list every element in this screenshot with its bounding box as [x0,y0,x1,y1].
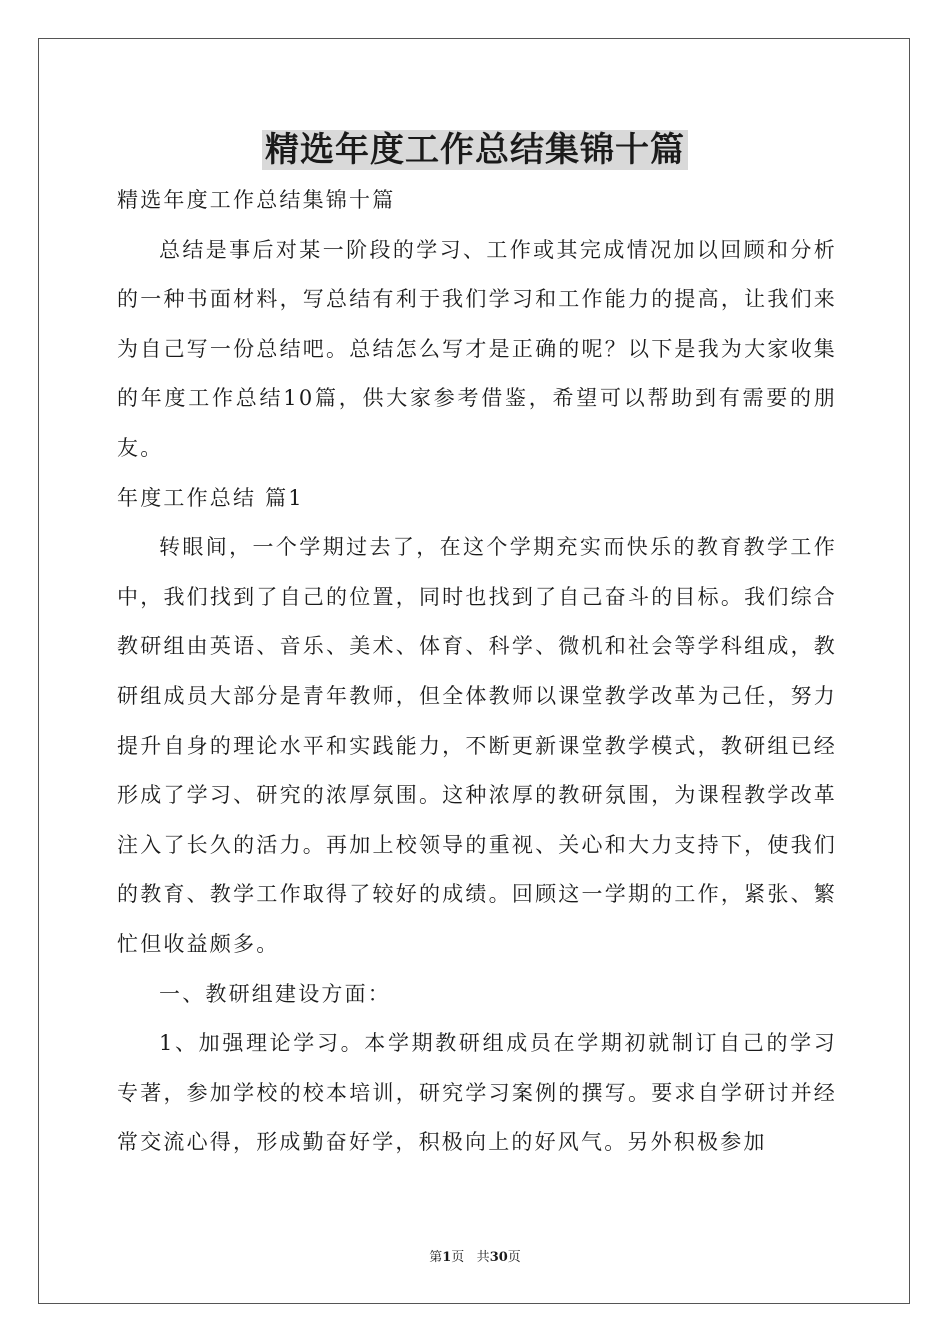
document-title-text: 精选年度工作总结集锦十篇 [262,130,688,170]
subsection-heading: 一、教研组建设方面： [159,981,391,1006]
subtitle-line: 精选年度工作总结集锦十篇 [117,188,396,212]
document-title [0,128,950,172]
page-footer [0,1246,950,1265]
section-heading: 年度工作总结 篇1 [117,485,304,510]
page-suffix: 页 [451,1250,465,1265]
total-suffix: 页 [507,1250,521,1265]
page-number: 1 [442,1250,452,1265]
total-prefix: 共 [476,1250,490,1265]
body-paragraph: 1、加强理论学习。本学期教研组成员在学期初就制订自己的学习专著，参加学校的校本培训，研究学习案例的撰写。要求自学研讨并经常交流心得，形成勤奋好学，积极向上的好风气。另外积极参加 [117,1031,837,1155]
document-body [117,176,837,1168]
page-prefix: 第 [429,1250,443,1265]
intro-paragraph: 总结是事后对某一阶段的学习、工作或其完成情况加以回顾和分析的一种书面材料，写总结有利于我们学习和工作能力的提高，让我们来为自己写一份总结吧。总结怎么写才是正确的呢？以下是我为大家收集的年度工作总结10篇，供大家参考借鉴，希望可以帮助到有需要的朋友。 [117,237,837,460]
body-paragraph: 转眼间，一个学期过去了，在这个学期充实而快乐的教育教学工作中，我们找到了自己的位置，同时也找到了自己奋斗的目标。我们综合教研组由英语、音乐、美术、体育、科学、微机和社会等学科组成，教研组成员大部分是青年教师，但全体教师以课堂教学改革为己任，努力提升自身的理论水平和实践能力，不断更新课堂教学模式，教研组已经形成了学习、研究的浓厚氛围。这种浓厚的教研氛围，为课程教学改革注入了长久的活力。再加上校领导的重视、关心和大力支持下，使我们的教育、教学工作取得了较好的成绩。回顾这一学期的工作，紧张、繁忙但收益颇多。 [117,535,837,956]
page-total: 30 [489,1250,508,1265]
